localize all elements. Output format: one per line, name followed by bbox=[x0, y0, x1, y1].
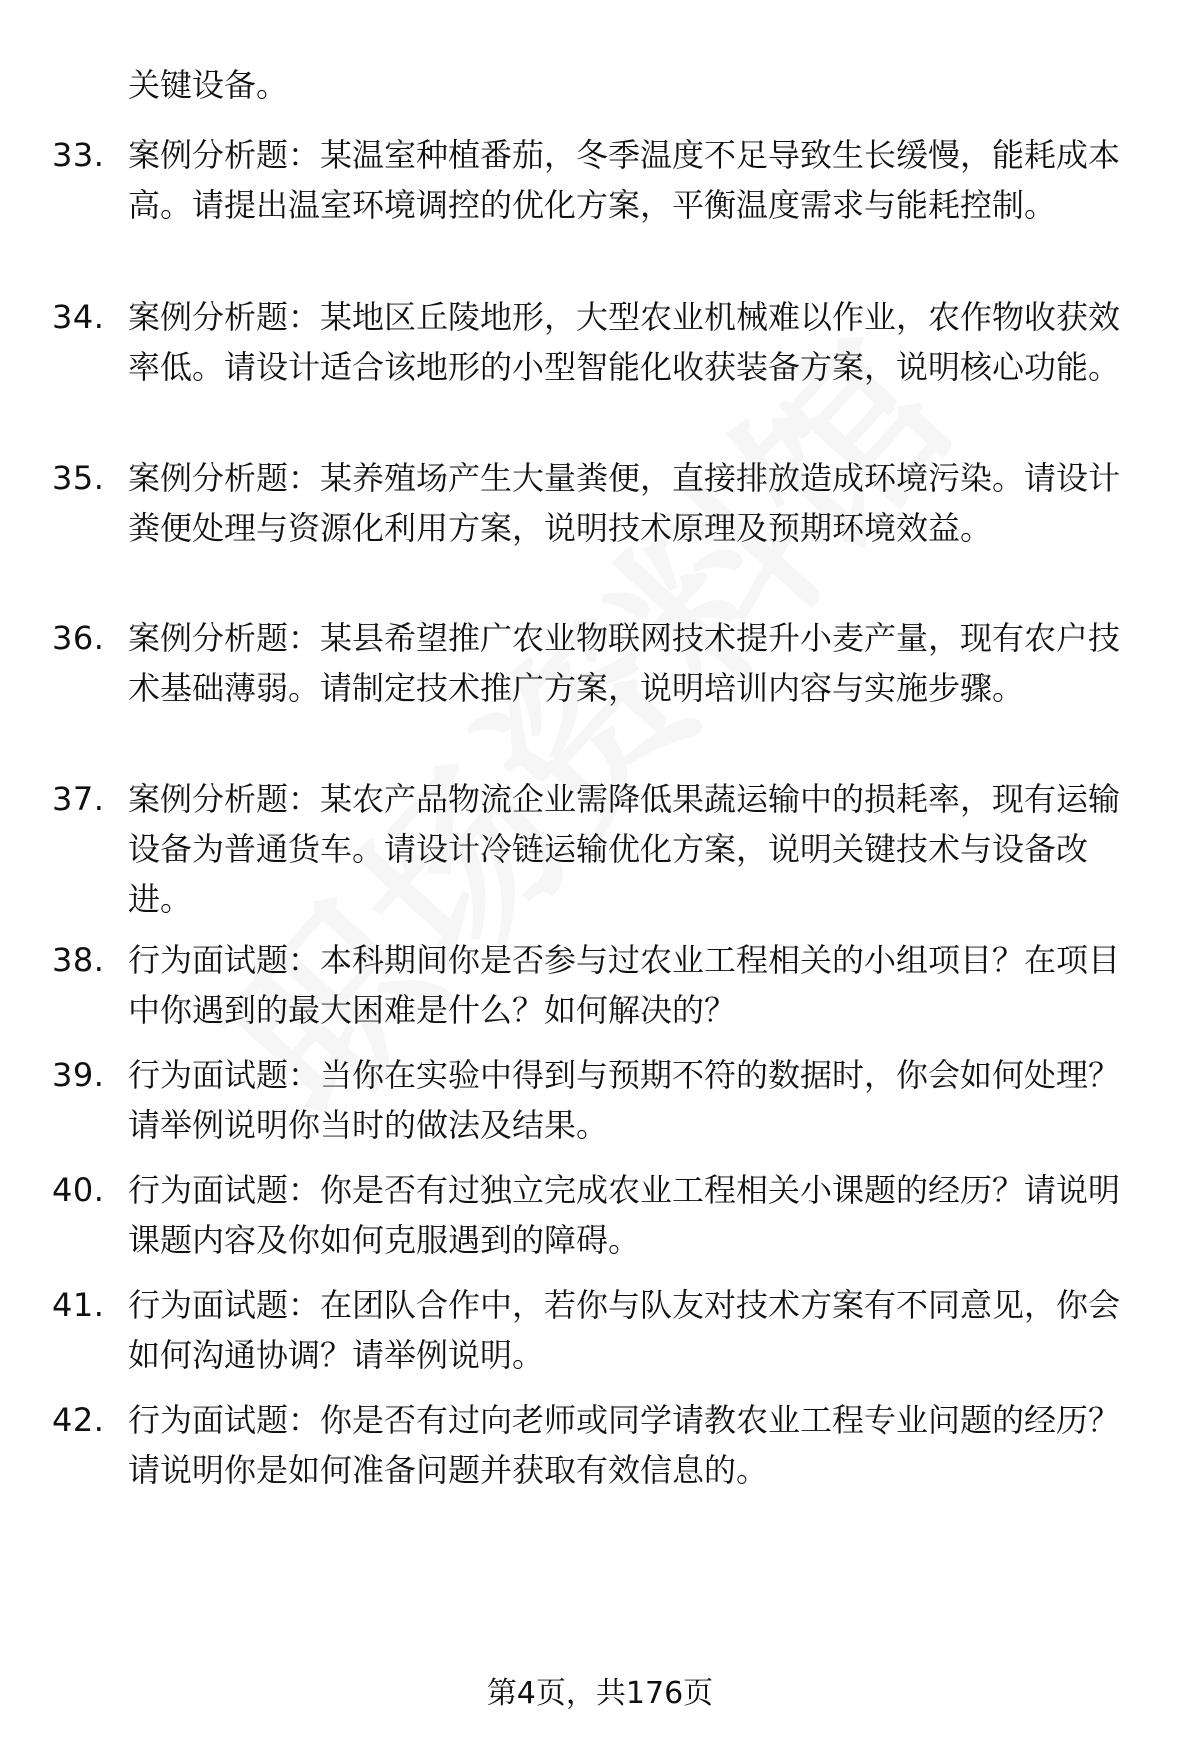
question-text: 行为面试题：当你在实验中得到与预期不符的数据时，你会如何处理？请举例说明你当时的做法及结果。 bbox=[128, 1056, 1121, 1144]
question-number: 34. bbox=[52, 298, 105, 336]
question-number: 40. bbox=[52, 1171, 105, 1209]
question-text: 行为面试题：你是否有过向老师或同学请教农业工程专业问题的经历？请说明你是如何准备问题并获取有效信息的。 bbox=[128, 1401, 1121, 1489]
page-footer: 第4页，共176页 bbox=[486, 1676, 714, 1711]
question-text: 行为面试题：本科期间你是否参与过农业工程相关的小组项目？在项目中你遇到的最大困难是什么？如何解决的？ bbox=[128, 941, 1121, 1029]
question-number: 39. bbox=[52, 1056, 105, 1094]
question-number: 36. bbox=[52, 619, 105, 657]
question-number: 42. bbox=[52, 1401, 105, 1439]
question-text: 案例分析题：某养殖场产生大量粪便，直接排放造成环境污染。请设计粪便处理与资源化利用方案，说明技术原理及预期环境效益。 bbox=[128, 459, 1121, 547]
question-text: 行为面试题：在团队合作中，若你与队友对技术方案有不同意见，你会如何沟通协调？请举例说明。 bbox=[128, 1286, 1121, 1374]
question-text: 案例分析题：某县希望推广农业物联网技术提升小麦产量，现有农户技术基础薄弱。请制定技术推广方案，说明培训内容与实施步骤。 bbox=[128, 619, 1121, 707]
question-text: 案例分析题：某温室种植番茄，冬季温度不足导致生长缓慢，能耗成本高。请提出温室环境调控的优化方案，平衡温度需求与能耗控制。 bbox=[128, 136, 1121, 224]
question-number: 38. bbox=[52, 941, 105, 979]
question-number: 33. bbox=[52, 136, 105, 174]
question-number: 41. bbox=[52, 1286, 105, 1324]
question-number: 35. bbox=[52, 459, 105, 497]
question-text: 案例分析题：某农产品物流企业需降低果蔬运输中的损耗率，现有运输设备为普通货车。请设计冷链运输优化方案，说明关键技术与设备改进。 bbox=[128, 780, 1121, 918]
question-number: 37. bbox=[52, 780, 105, 818]
question-text: 案例分析题：某地区丘陵地形，大型农业机械难以作业，农作物收获效率低。请设计适合该地形的小型智能化收获装备方案，说明核心功能。 bbox=[128, 298, 1121, 386]
question-text: 行为面试题：你是否有过独立完成农业工程相关小课题的经历？请说明课题内容及你如何克服遇到的障碍。 bbox=[128, 1171, 1121, 1259]
continuation-text: 关键设备。 bbox=[128, 66, 289, 104]
